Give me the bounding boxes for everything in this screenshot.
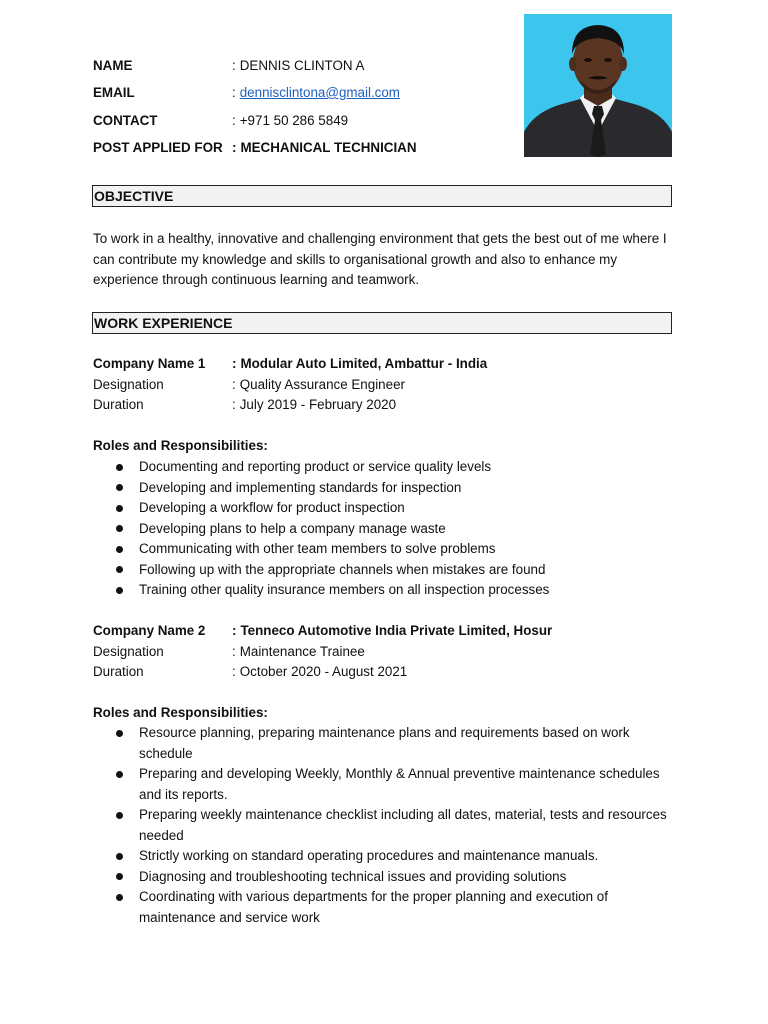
profile-photo	[524, 14, 672, 157]
colon: :	[232, 356, 237, 371]
email-link[interactable]: dennisclintona@gmail.com	[239, 85, 400, 100]
list-item	[93, 846, 673, 867]
role-text: Strictly working on standard operating procedures and maintenance manuals.	[139, 848, 599, 863]
work-experience-heading-box	[92, 312, 672, 334]
job1-duration-value-wrap	[232, 395, 396, 415]
list-item	[93, 498, 673, 519]
job1-roles-list	[93, 457, 673, 601]
bullet-icon	[116, 873, 123, 880]
email-label: EMAIL	[93, 85, 135, 100]
colon: :	[232, 140, 237, 155]
list-item	[93, 805, 673, 846]
bullet-icon	[116, 546, 123, 553]
job2-duration-value-wrap	[232, 662, 407, 682]
job2-company-label: Company Name 2	[93, 623, 206, 638]
bullet-icon	[116, 812, 123, 819]
bullet-icon	[116, 730, 123, 737]
list-item	[93, 764, 673, 805]
role-text: Diagnosing and troubleshooting technical issues and providing solutions	[139, 868, 567, 884]
job1-designation-value: Quality Assurance Engineer	[239, 377, 405, 392]
name-value-wrap	[232, 56, 365, 76]
job2-designation-value: Maintenance Trainee	[239, 644, 365, 659]
bullet-icon	[116, 484, 123, 491]
role-text: Preparing weekly maintenance checklist including all dates, material, tests and resources needed	[139, 807, 667, 843]
job2-roles-list	[93, 723, 673, 928]
objective-text: To work in a healthy, innovative and challenging environment that gets the best out of me where I can contribute my knowledge and skills to organisational growth and also to enhance my experience through continuous learning and teamwork.	[93, 231, 667, 287]
job1-company-value: Modular Auto Limited, Ambattur - India	[240, 356, 488, 371]
bullet-icon	[116, 525, 123, 532]
bullet-icon	[116, 894, 123, 901]
list-item	[93, 723, 673, 764]
bullet-icon	[116, 505, 123, 512]
role-text: Developing a workflow for product inspection	[139, 500, 405, 515]
role-text: Following up with the appropriate channels when mistakes are found	[139, 561, 546, 577]
colon: :	[232, 377, 236, 392]
job2-company-value: Tenneco Automotive India Private Limited, Hosur	[240, 623, 553, 638]
job1-designation-label: Designation	[93, 377, 164, 392]
colon: :	[232, 644, 236, 659]
bullet-icon	[116, 771, 123, 778]
colon: :	[232, 113, 236, 128]
colon: :	[232, 85, 236, 100]
colon: :	[232, 397, 236, 412]
post-value-wrap	[232, 138, 417, 158]
profile-photo-illustration	[524, 14, 672, 157]
role-text: Preparing and developing Weekly, Monthly & Annual preventive maintenance schedules and its reports.	[139, 766, 660, 802]
list-item	[93, 887, 673, 928]
job2-duration-label: Duration	[93, 664, 144, 679]
contact-value-wrap	[232, 111, 348, 131]
job1-company-label: Company Name 1	[93, 356, 206, 371]
role-text: Training other quality insurance members on all inspection processes	[139, 582, 550, 597]
job2-roles-title: Roles and Responsibilities:	[93, 705, 268, 720]
list-item	[93, 519, 673, 540]
list-item	[93, 560, 673, 581]
contact-value: +971 50 286 5849	[239, 113, 349, 128]
list-item	[93, 478, 673, 499]
role-text: Documenting and reporting product or service quality levels	[139, 459, 492, 474]
colon: :	[232, 664, 236, 679]
role-text: Communicating with other team members to solve problems	[139, 541, 496, 556]
work-experience-heading: WORK EXPERIENCE	[94, 315, 233, 331]
objective-heading: OBJECTIVE	[94, 188, 174, 204]
objective-heading-box	[92, 185, 672, 207]
bullet-icon	[116, 566, 123, 573]
job2-designation-label: Designation	[93, 644, 164, 659]
colon: :	[232, 58, 236, 73]
role-text: Resource planning, preparing maintenance plans and requirements based on work schedule	[139, 725, 630, 761]
job2-designation-value-wrap	[232, 642, 365, 662]
job2-duration-value: October 2020 - August 2021	[239, 664, 408, 679]
name-value: DENNIS CLINTON A	[239, 58, 365, 73]
job1-designation-value-wrap	[232, 375, 405, 395]
role-text: Coordinating with various departments for the proper planning and execution of maintenance and service work	[139, 889, 608, 925]
email-value-wrap	[232, 83, 400, 103]
list-item	[93, 539, 673, 560]
list-item	[93, 580, 673, 601]
list-item	[93, 457, 673, 478]
post-value: MECHANICAL TECHNICIAN	[240, 140, 417, 155]
job1-roles-title: Roles and Responsibilities:	[93, 438, 268, 453]
bullet-icon	[116, 587, 123, 594]
contact-label: CONTACT	[93, 113, 158, 128]
bullet-icon	[116, 853, 123, 860]
post-label: POST APPLIED FOR	[93, 140, 223, 155]
job1-duration-label: Duration	[93, 397, 144, 412]
job1-duration-value: July 2019 - February 2020	[239, 397, 397, 412]
role-text: Developing and implementing standards for inspection	[139, 479, 462, 495]
name-label: NAME	[93, 58, 133, 73]
job2-company-value-wrap	[232, 621, 552, 641]
role-text: Developing plans to help a company manage waste	[139, 520, 446, 536]
colon: :	[232, 623, 237, 638]
bullet-icon	[116, 464, 123, 471]
job1-company-value-wrap	[232, 354, 487, 374]
list-item	[93, 867, 673, 888]
